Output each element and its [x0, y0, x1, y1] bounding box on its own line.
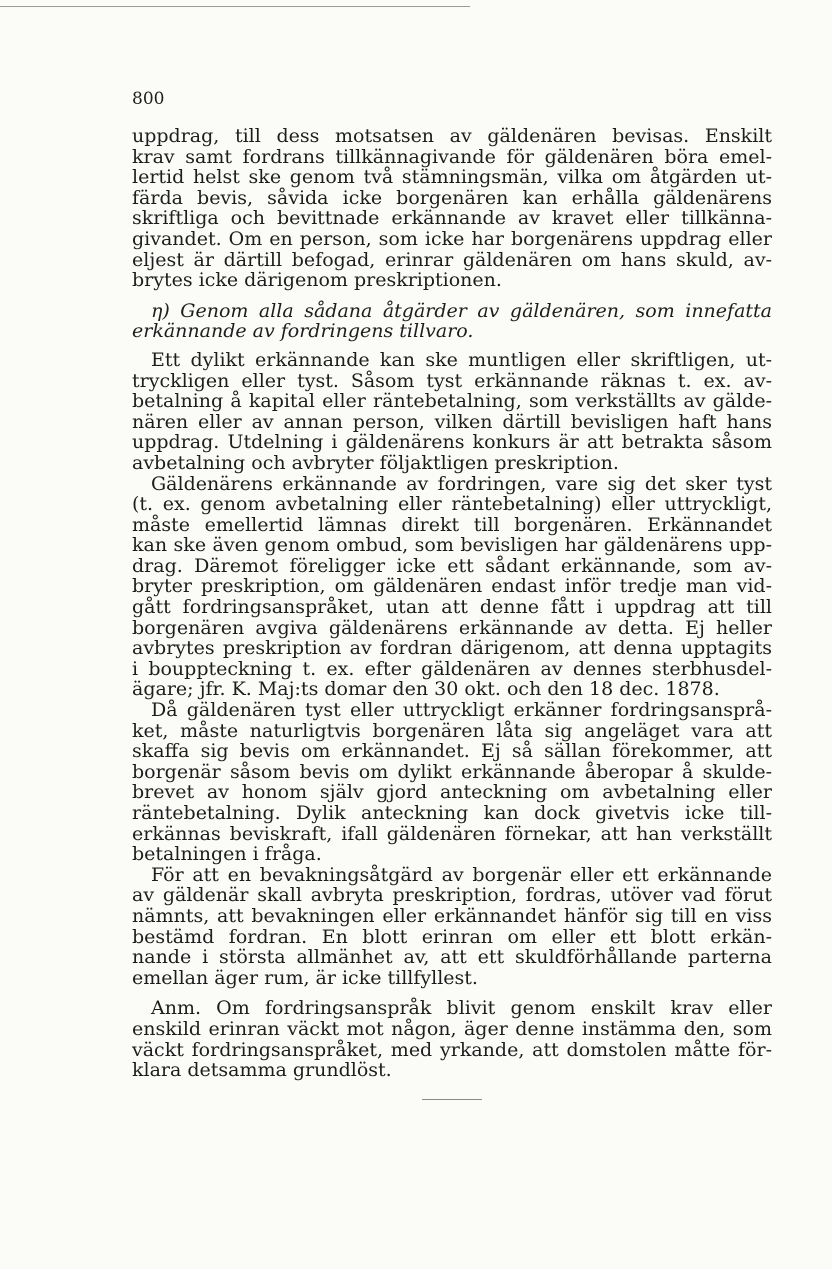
text-line: bryter preskription, om gäldenären endast inför tredje man vid-: [132, 575, 772, 598]
text-line: drag. Däremot föreligger icke ett sådant erkännande, som av-: [132, 554, 772, 577]
text-line: skaffa sig bevis om erkännandet. Ej så sällan förekommer, att: [132, 740, 772, 763]
paragraph-5: [132, 865, 772, 989]
text-line: borgenär såsom bevis om dylikt erkännande åberopar å skulde-: [132, 760, 772, 783]
text-line: Ett dylikt erkännande kan ske muntligen eller skriftligen, ut-: [151, 348, 772, 371]
text-line: uppdrag. Utdelning i gäldenärens konkurs är att betrakta såsom: [132, 431, 772, 454]
text-line: Anm. Om fordringsanspråk blivit genom enskilt krav eller: [151, 997, 772, 1020]
text-line: borgenären avgiva gäldenärens erkännande av detta. Ej heller: [132, 616, 772, 639]
text-line: η) Genom alla sådana åtgärder av gäldenären, som innefatta: [151, 299, 772, 322]
text-line: lertid helst ske genom två stämningsmän, vilka om åtgärden ut-: [132, 166, 772, 189]
text-line: avbrytes preskription av fordran därigenom, att denna upptagits: [132, 637, 772, 660]
text-line: måste emellertid lämnas direkt till borgenären. Erkännandet: [132, 513, 772, 536]
text-line: i bouppteckning t. ex. efter gäldenären av dennes sterbhusdel-: [132, 657, 772, 680]
text-line: erkännas beviskraft, ifall gäldenären förnekar, att han verkställt: [132, 822, 772, 845]
document-page: [132, 88, 772, 1100]
text-line: ket, måste naturligtvis borgenären låta sig angeläget vara att: [132, 719, 772, 742]
text-line: kan ske även genom ombud, som bevisligen har gäldenärens upp-: [132, 534, 772, 557]
text-line: väckt fordringsanspråket, med yrkande, att domstolen måtte för-: [132, 1038, 772, 1061]
paragraph-3: [132, 474, 772, 701]
text-line: klara detsamma grundlöst.: [132, 1059, 392, 1082]
text-line: ägare; jfr. K. Maj:ts domar den 30 okt. och den 18 dec. 1878.: [132, 678, 720, 701]
text-line: nämnts, att bevakningen eller erkännandet hänför sig till en viss: [132, 904, 772, 927]
page-number: 800: [132, 89, 165, 109]
text-line: givandet. Om en person, som icke har borgenärens uppdrag eller: [132, 227, 772, 250]
text-line: uppdrag, till dess motsatsen av gäldenären bevisas. Enskilt: [132, 125, 772, 147]
text-line: betalningen i fråga.: [132, 843, 322, 866]
text-line: nande i största allmänhet av, att ett skuldförhållande parterna: [132, 946, 772, 969]
paragraph-4: [132, 700, 772, 865]
text-line: enskild erinran väckt mot någon, äger denne instämma den, som: [132, 1017, 772, 1040]
text-line: nären eller av annan person, vilken därtill bevisligen haft hans: [132, 410, 772, 433]
section-heading-eta: [132, 301, 772, 342]
text-line: färda bevis, såvida icke borgenären kan erhålla gäldenärens: [132, 186, 772, 209]
text-line: brytes icke därigenom preskriptionen.: [132, 269, 502, 292]
text-line: avbetalning och avbryter följaktligen preskription.: [132, 451, 619, 474]
paragraph-2: [132, 350, 772, 474]
top-border-rule: [0, 6, 470, 7]
text-line: skriftliga och bevittnade erkännande av kravet eller tillkänna-: [132, 207, 772, 230]
text-line: av gäldenär skall avbryta preskription, fordras, utöver vad förut: [132, 884, 772, 907]
text-line: Gäldenärens erkännande av fordringen, vare sig det sker tyst: [151, 472, 772, 495]
text-line: krav samt fordrans tillkännagivande för gäldenären böra emel-: [132, 145, 772, 168]
text-line: För att en bevakningsåtgärd av borgenär eller ett erkännande: [151, 863, 772, 886]
text-line: räntebetalning. Dylik anteckning kan dock givetvis icke till-: [132, 802, 772, 824]
text-line: brevet av honom själv gjord anteckning om avbetalning eller: [132, 781, 772, 804]
text-line: gått fordringsanspråket, utan att denne fått i uppdrag att till: [132, 596, 772, 619]
text-line: eljest är därtill befogad, erinrar gäldenären om hans skuld, av-: [132, 248, 772, 271]
end-divider: [422, 1099, 482, 1100]
text-line: Då gäldenären tyst eller uttryckligt erkänner fordringsansprå-: [151, 699, 772, 722]
text-line: tryckligen eller tyst. Såsom tyst erkännande räknas t. ex. av-: [132, 369, 772, 392]
paragraph-1: [132, 126, 772, 291]
text-line: emellan äger rum, är icke tillfyllest.: [132, 966, 478, 989]
text-line: erkännande av fordringens tillvaro.: [132, 320, 474, 343]
text-line: bestämd fordran. En blott erinran om eller ett blott erkän-: [132, 925, 772, 948]
annotation-paragraph: [132, 998, 772, 1080]
text-line: (t. ex. genom avbetalning eller räntebetalning) eller uttryckligt,: [132, 493, 772, 516]
text-line: betalning å kapital eller räntebetalning, som verkställts av gälde-: [132, 390, 772, 413]
